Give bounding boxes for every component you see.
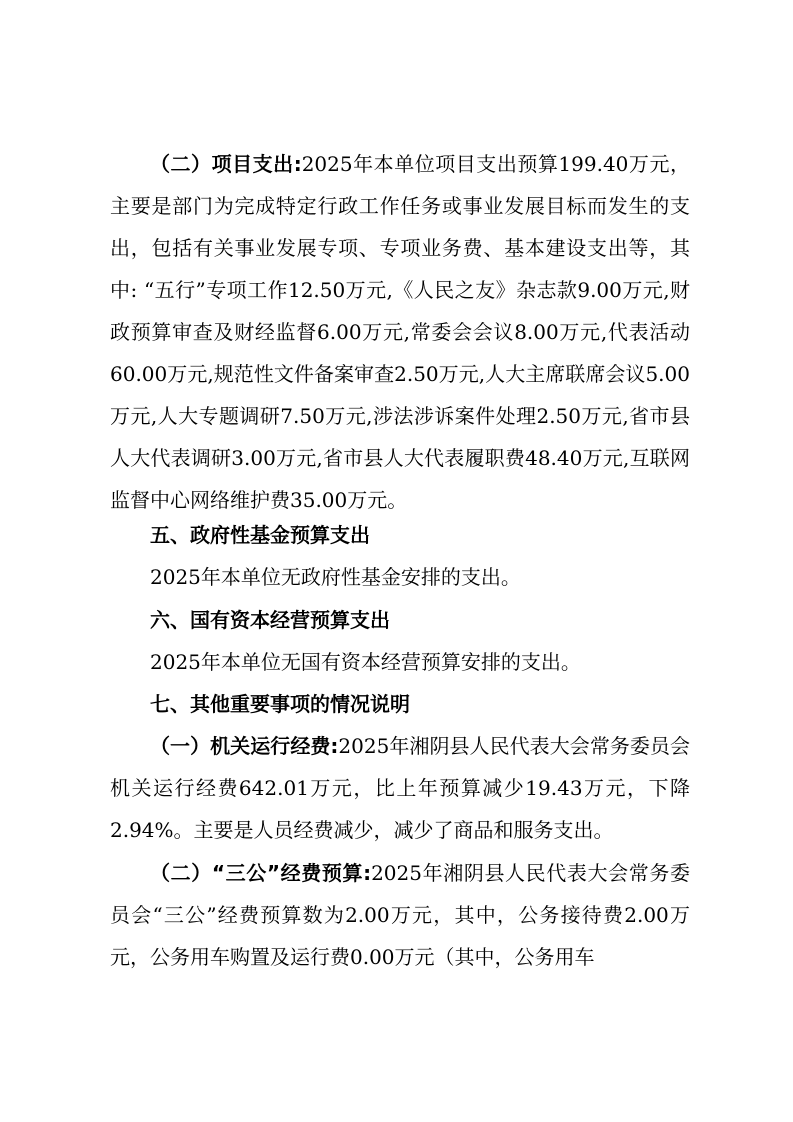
paragraph-government-fund: 2025年本单位无政府性基金安排的支出。 [150,565,521,589]
paragraph-project-expense [110,143,690,521]
heading-other-matters: 七、其他重要事项的情况说明 [150,692,410,716]
heading-state-capital: 六、国有资本经营预算支出 [150,608,390,632]
paragraph-text: 2025年本单位项目支出预算199.40万元，主要是部门为完成特定行政工作任务或事业发展目标而发生的支出，包括有关事业发展专项、专项业务费、基本建设支出等，其中: “五行”专项工作12.50万元,《人民之友》杂志款9.00万元,财政预算审查及财经监督6.00万元,常委会会议8.00万元,代表活动60.00万元,规范性文件备案审查2.50万元,人大主席联席会议5.00万元,人大专题调研7.50万元,涉法涉诉案件处理2.50万元,省市县人大代表调研3.00万元,省市县人大代表履职费48.40万元,互联网监督中心网络维护费35.00万元。 [110,152,690,512]
paragraph-text: 2025年湘阴县人民代表大会常务委员会机关运行经费642.01万元，比上年预算减少19.43万元，下降2.94%。主要是人员经费减少，减少了商品和服务支出。 [110,734,691,842]
paragraph-lead: （一）机关运行经费: [150,734,339,758]
paragraph-lead: （二）“三公”经费预算: [150,861,372,885]
paragraph-lead: （二）项目支出: [150,152,302,176]
paragraph-three-public [110,852,690,978]
heading-government-fund: 五、政府性基金预算支出 [150,523,370,547]
paragraph-state-capital: 2025年本单位无国有资本经营预算安排的支出。 [150,650,581,674]
paragraph-text: 2025年湘阴县人民代表大会常务委员会“三公”经费预算数为2.00万元，其中，公务接待费2.00万元，公务用车购置及运行费0.00万元（其中，公务用车 [110,861,690,969]
paragraph-operating-expense [110,725,690,851]
